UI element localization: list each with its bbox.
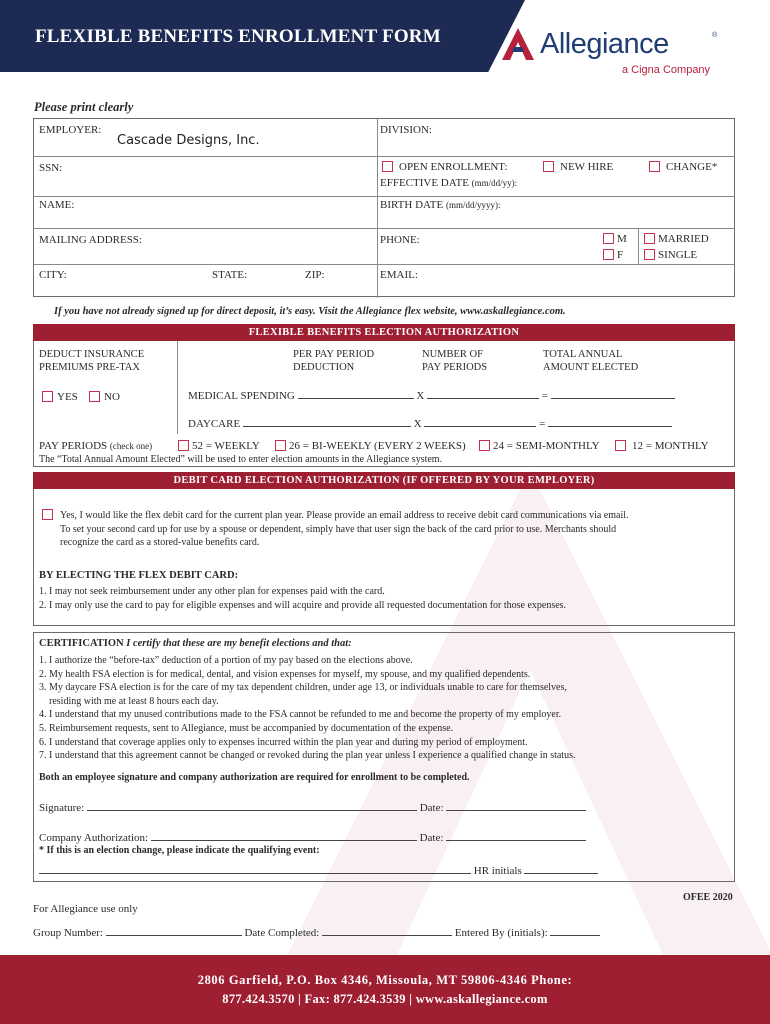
signature-row xyxy=(39,801,586,814)
debit-line1: Yes, I would like the flex debit card for the current plan year. Please provide an email address to receive debit card communications via email. xyxy=(60,510,629,521)
certification-heading xyxy=(39,638,352,649)
effective-date-label xyxy=(380,177,517,189)
check-one-text: (check one) xyxy=(109,441,153,451)
debit-line2: To set your second card up for use by a spouse or dependent, simply have that user sign the back of the card prior to use. Merchants should xyxy=(60,523,617,535)
single-label: SINGLE xyxy=(658,249,698,261)
form-title: FLEXIBLE BENEFITS ENROLLMENT FORM xyxy=(35,26,441,47)
total-line2: AMOUNT ELECTED xyxy=(543,362,639,373)
debit-line3: recognize the card as a stored-value benefits card. xyxy=(60,537,260,548)
company-auth-field[interactable] xyxy=(151,831,417,841)
debit-card-consent-text xyxy=(60,509,629,550)
total-annual-note: The “Total Annual Amount Elected” will be used to enter election amounts in the Allegiance system. xyxy=(39,454,443,465)
deduct-line1: DEDUCT INSURANCE xyxy=(39,349,145,360)
medical-spending-row xyxy=(188,389,675,402)
change-label: CHANGE* xyxy=(666,161,718,173)
allegiance-a-icon xyxy=(500,26,536,62)
pay-24-checkbox[interactable] xyxy=(479,440,490,451)
married-label: MARRIED xyxy=(658,233,709,245)
open-enrollment-label: OPEN ENROLLMENT: xyxy=(399,161,508,173)
divider xyxy=(177,341,178,434)
pay-26-label: 26 = BI-WEEKLY (EVERY 2 WEEKS) xyxy=(289,440,466,452)
change-checkbox[interactable] xyxy=(649,161,660,172)
city-label: CITY: xyxy=(39,269,67,281)
per-pay-period-header xyxy=(293,348,374,374)
pretax-yes-checkbox[interactable] xyxy=(42,391,53,402)
debit-term-2: 2. I may only use the card to pay for eligible expenses and will acquire and provide all requested documentation for those expenses. xyxy=(39,599,567,611)
certification-list xyxy=(39,654,575,763)
pay-24-label: 24 = SEMI-MONTHLY xyxy=(493,440,600,452)
daycare-periods-field[interactable] xyxy=(424,417,536,427)
allegiance-use-only: For Allegiance use only xyxy=(33,903,138,915)
divider xyxy=(34,264,734,265)
direct-deposit-note: If you have not already signed up for direct deposit, it’s easy. Visit the Allegiance flex website, www.askallegiance.com. xyxy=(54,306,566,317)
per-pay-line2: DEDUCTION xyxy=(293,362,355,373)
total-line1: TOTAL ANNUAL xyxy=(543,349,623,360)
birth-date-format: (mm/dd/yyyy): xyxy=(445,200,501,210)
gender-m-label: M xyxy=(617,233,627,245)
new-hire-checkbox[interactable] xyxy=(543,161,554,172)
certification-item: 3. My daycare FSA election is for the care of my tax dependent children, under age 13, or individuals unable to care for themselves, xyxy=(39,682,567,694)
certification-item: residing with me at least 8 hours each day. xyxy=(39,695,219,707)
certification-item: 2. My health FSA election is for medical, dental, and vision expenses for myself, my spouse, and my qualified dependents. xyxy=(39,668,531,680)
state-label: STATE: xyxy=(212,269,248,281)
times-sign: X xyxy=(413,418,422,430)
married-checkbox[interactable] xyxy=(644,233,655,244)
pay-26-checkbox[interactable] xyxy=(275,440,286,451)
certification-item: 6. I understand that coverage applies only to expenses incurred within the plan year and during my period of employment. xyxy=(39,736,528,748)
signature-field[interactable] xyxy=(87,801,417,811)
company-date-label: Date: xyxy=(419,832,444,844)
logo-subtitle: a Cigna Company xyxy=(622,64,711,76)
qualifying-event-row xyxy=(39,864,598,877)
debit-term-1: 1. I may not seek reimbursement under any other plan for expenses paid with the card. xyxy=(39,586,385,597)
company-auth-label: Company Authorization: xyxy=(39,832,149,844)
divider xyxy=(34,196,734,197)
pay-52-checkbox[interactable] xyxy=(178,440,189,451)
pay-periods-text: PAY PERIODS xyxy=(39,440,108,452)
header xyxy=(0,0,770,100)
medical-total-field[interactable] xyxy=(551,389,675,399)
pay-periods-label xyxy=(39,440,152,452)
per-pay-line1: PER PAY PERIOD xyxy=(293,349,375,360)
birth-date-text: BIRTH DATE xyxy=(380,199,444,211)
pretax-no-label: NO xyxy=(104,391,120,403)
signature-date-field[interactable] xyxy=(446,801,586,811)
total-annual-header xyxy=(543,348,638,374)
certification-item: 1. I authorize the “before-tax” deduction of a portion of my pay based on the elections above. xyxy=(39,655,413,666)
gender-f-label: F xyxy=(617,249,624,261)
num-periods-line1: NUMBER OF xyxy=(422,349,483,360)
medical-spending-label: MEDICAL SPENDING xyxy=(188,390,295,402)
by-electing-heading: BY ELECTING THE FLEX DEBIT CARD: xyxy=(39,570,239,581)
date-completed-label: Date Completed: xyxy=(244,927,320,939)
ssn-label: SSN: xyxy=(39,162,63,174)
company-auth-row xyxy=(39,831,586,844)
certification-item: 7. I understand that this agreement cannot be changed or revoked during the plan year unless I experience a qualified change in status. xyxy=(39,750,576,762)
phone-label: PHONE: xyxy=(380,234,420,246)
daycare-per-pay-field[interactable] xyxy=(243,417,411,427)
pay-52-label: 52 = WEEKLY xyxy=(192,440,260,452)
registered-mark: ® xyxy=(712,32,718,39)
gender-f-checkbox[interactable] xyxy=(603,249,614,260)
entered-by-label: Entered By (initials): xyxy=(454,927,548,939)
pay-12-label: 12 = MONTHLY xyxy=(632,440,709,452)
effective-date-text: EFFECTIVE DATE xyxy=(380,177,469,189)
divider xyxy=(377,119,378,298)
zip-label: ZIP: xyxy=(305,269,325,281)
equals-sign: = xyxy=(541,390,549,402)
daycare-row xyxy=(188,417,672,430)
allegiance-logo xyxy=(500,24,730,84)
debit-terms-list xyxy=(39,585,566,612)
times-sign: X xyxy=(416,390,425,402)
footer-address: 2806 Garfield, P.O. Box 4346, Missoula, MT 59806-4346 Phone: xyxy=(197,973,573,987)
equals-sign: = xyxy=(539,418,546,430)
company-date-field[interactable] xyxy=(446,831,586,841)
number-of-periods-header xyxy=(422,348,487,374)
divider xyxy=(34,228,734,229)
qualifying-event-field[interactable] xyxy=(39,864,471,874)
daycare-label: DAYCARE xyxy=(188,418,241,430)
logo-wordmark: Allegiance xyxy=(540,28,669,60)
hr-initials-label: HR initials xyxy=(473,865,522,877)
footer-contact: 877.424.3570 | Fax: 877.424.3539 | www.askallegiance.com xyxy=(222,992,548,1006)
debit-card-yes-checkbox[interactable] xyxy=(42,509,53,520)
pay-12-checkbox[interactable] xyxy=(615,440,626,451)
pretax-yes-label: YES xyxy=(57,391,78,403)
certification-title: CERTIFICATION xyxy=(39,638,124,649)
divider xyxy=(34,156,734,157)
signature-date-label: Date: xyxy=(419,802,444,814)
form-code: OFEE 2020 xyxy=(683,892,733,903)
gender-m-checkbox[interactable] xyxy=(603,233,614,244)
date-completed-field[interactable] xyxy=(322,926,452,936)
election-change-note: * If this is an election change, please indicate the qualifying event: xyxy=(39,845,320,856)
divider xyxy=(638,228,639,264)
group-number-field[interactable] xyxy=(106,926,242,936)
medical-periods-field[interactable] xyxy=(427,389,539,399)
num-periods-line2: PAY PERIODS xyxy=(422,362,488,373)
effective-date-format: (mm/dd/yy): xyxy=(471,178,518,188)
hr-initials-field[interactable] xyxy=(524,864,598,874)
employer-label: EMPLOYER: xyxy=(39,124,102,136)
print-clearly-note: Please print clearly xyxy=(34,100,134,114)
employer-field[interactable]: Cascade Designs, Inc. xyxy=(117,133,260,148)
footer xyxy=(0,955,770,1024)
name-label: NAME: xyxy=(39,199,75,211)
certification-subtitle: I certify that these are my benefit elections and that: xyxy=(126,638,352,649)
birth-date-label xyxy=(380,199,500,211)
entered-by-field[interactable] xyxy=(550,926,600,936)
deduct-premiums-label xyxy=(39,348,144,374)
mailing-address-label: MAILING ADDRESS: xyxy=(39,234,142,246)
new-hire-label: NEW HIRE xyxy=(560,161,614,173)
single-checkbox[interactable] xyxy=(644,249,655,260)
debit-card-authorization-bar: DEBIT CARD ELECTION AUTHORIZATION (IF OFFERED BY YOUR EMPLOYER) xyxy=(33,472,735,489)
division-label: DIVISION: xyxy=(380,124,432,136)
election-authorization-bar: FLEXIBLE BENEFITS ELECTION AUTHORIZATION xyxy=(33,324,735,341)
open-enrollment-checkbox[interactable] xyxy=(382,161,393,172)
group-number-label: Group Number: xyxy=(33,927,103,939)
medical-per-pay-field[interactable] xyxy=(298,389,414,399)
certification-item: 4. I understand that my unused contributions made to the FSA cannot be refunded to me and become the property of my employer. xyxy=(39,709,562,721)
pretax-no-checkbox[interactable] xyxy=(89,391,100,402)
daycare-total-field[interactable] xyxy=(548,417,672,427)
both-required-note: Both an employee signature and company authorization are required for enrollment to be completed. xyxy=(39,772,470,783)
deduct-line2: PREMIUMS PRE-TAX xyxy=(39,362,140,373)
email-label: EMAIL: xyxy=(380,269,418,281)
signature-label: Signature: xyxy=(39,802,85,814)
admin-row xyxy=(33,926,600,939)
certification-item: 5. Reimbursement requests, sent to Allegiance, must be accompanied by documentation of the expense. xyxy=(39,722,454,734)
